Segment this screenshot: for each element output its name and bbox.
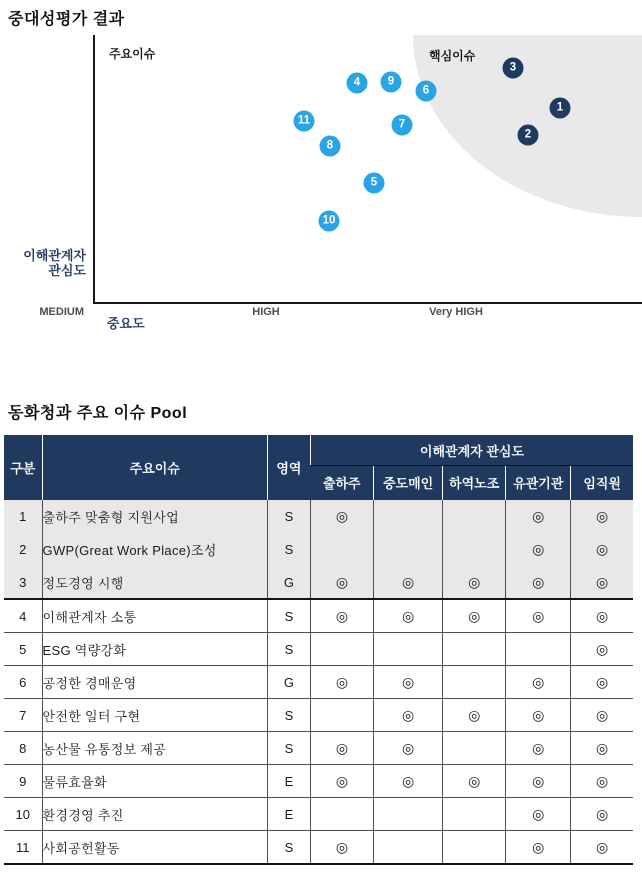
row-number: 7 [4,699,42,732]
mark-중도매인: ◎ [374,666,443,699]
row-number: 3 [4,566,42,600]
mark-하역노조 [443,831,506,865]
issue-point-1: 1 [550,98,571,119]
issue-pool-table [4,435,633,865]
plot-area [93,35,642,304]
mark-출하주: ◎ [310,599,373,633]
mark-출하주: ◎ [310,732,373,765]
mark-출하주: ◎ [310,566,373,600]
mark-출하주 [310,699,373,732]
mark-중도매인 [374,633,443,666]
mark-출하주 [310,798,373,831]
mark-임직원: ◎ [571,798,633,831]
table-row-8 [4,732,633,765]
row-number: 5 [4,633,42,666]
esg-area: S [267,500,310,533]
issue-name: 출하주 맞춤형 지원사업 [42,500,267,533]
table-row-10 [4,798,633,831]
chart-title: 중대성평가 결과 [8,11,125,28]
mark-유관기관: ◎ [506,566,571,600]
mark-임직원: ◎ [571,599,633,633]
mark-유관기관: ◎ [506,699,571,732]
row-number: 8 [4,732,42,765]
col-header-area: 영역 [267,435,310,500]
table-row-6 [4,666,633,699]
esg-area: S [267,732,310,765]
mark-임직원: ◎ [571,831,633,865]
mark-중도매인 [374,831,443,865]
issue-name: 농산물 유통정보 제공 [42,732,267,765]
issue-point-2: 2 [518,125,539,146]
mark-임직원: ◎ [571,566,633,600]
mark-유관기관: ◎ [506,500,571,533]
x-axis-label: 중요도 [107,316,145,331]
table-row-11 [4,831,633,865]
table-row-1 [4,500,633,533]
col-header-wholesalers: 중도매인 [374,466,443,500]
mark-중도매인 [374,798,443,831]
y-axis-label: 이해관계자 관심도 [23,248,86,278]
mark-출하주 [310,633,373,666]
mark-임직원: ◎ [571,533,633,566]
mark-중도매인: ◎ [374,699,443,732]
issue-point-7: 7 [392,115,413,136]
mark-중도매인: ◎ [374,765,443,798]
x-tick-very-high: Very HIGH [429,306,483,318]
mark-하역노조: ◎ [443,599,506,633]
mark-중도매인 [374,500,443,533]
issue-point-3: 3 [503,58,524,79]
row-number: 11 [4,831,42,865]
mark-임직원: ◎ [571,500,633,533]
mark-출하주: ◎ [310,500,373,533]
mark-출하주: ◎ [310,666,373,699]
mark-하역노조 [443,732,506,765]
mark-하역노조 [443,533,506,566]
table-title: 동화청과 주요 이슈 Pool [8,405,188,422]
esg-area: G [267,666,310,699]
table-row-4 [4,599,633,633]
mark-하역노조 [443,633,506,666]
issue-point-8: 8 [320,136,341,157]
mark-출하주: ◎ [310,765,373,798]
issue-point-5: 5 [364,173,385,194]
issue-name: 정도경영 시행 [42,566,267,600]
mark-출하주 [310,533,373,566]
x-tick-high: HIGH [252,306,280,318]
esg-area: E [267,765,310,798]
esg-area: S [267,831,310,865]
x-tick-medium: MEDIUM [39,306,84,318]
issue-point-6: 6 [416,81,437,102]
issue-point-9: 9 [381,72,402,93]
mark-하역노조 [443,798,506,831]
row-number: 4 [4,599,42,633]
mark-유관기관: ◎ [506,533,571,566]
esg-area: G [267,566,310,600]
table-row-2 [4,533,633,566]
issue-name: 이해관계자 소통 [42,599,267,633]
mark-임직원: ◎ [571,633,633,666]
table-row-7 [4,699,633,732]
mark-유관기관: ◎ [506,798,571,831]
col-header-category: 구분 [4,435,42,500]
issue-point-10: 10 [319,211,340,232]
mark-중도매인: ◎ [374,566,443,600]
main-issue-zone-label: 주요이슈 [109,47,156,61]
mark-출하주: ◎ [310,831,373,865]
col-header-related-orgs: 유관기관 [506,466,571,500]
row-number: 9 [4,765,42,798]
issue-name: 공정한 경매운영 [42,666,267,699]
mark-임직원: ◎ [571,699,633,732]
mark-유관기관: ◎ [506,666,571,699]
issue-name: GWP(Great Work Place)조성 [42,533,267,566]
row-number: 10 [4,798,42,831]
row-number: 2 [4,533,42,566]
table-row-9 [4,765,633,798]
esg-area: S [267,633,310,666]
issue-name: ESG 역량강화 [42,633,267,666]
col-header-shippers: 출하주 [310,466,373,500]
row-number: 6 [4,666,42,699]
mark-임직원: ◎ [571,732,633,765]
mark-유관기관: ◎ [506,599,571,633]
table-row-5 [4,633,633,666]
mark-중도매인: ◎ [374,599,443,633]
mark-하역노조 [443,500,506,533]
mark-중도매인: ◎ [374,732,443,765]
esg-area: E [267,798,310,831]
col-header-employees: 임직원 [571,466,633,500]
mark-유관기관: ◎ [506,765,571,798]
issue-point-11: 11 [294,111,315,132]
issue-name: 안전한 일터 구현 [42,699,267,732]
issue-name: 물류효율화 [42,765,267,798]
issue-point-4: 4 [347,73,368,94]
esg-area: S [267,699,310,732]
mark-하역노조: ◎ [443,699,506,732]
col-header-labor-union: 하역노조 [443,466,506,500]
mark-임직원: ◎ [571,765,633,798]
mark-유관기관: ◎ [506,732,571,765]
table-row-3 [4,566,633,600]
esg-area: S [267,533,310,566]
mark-하역노조: ◎ [443,566,506,600]
mark-하역노조 [443,666,506,699]
col-header-issue: 주요이슈 [42,435,267,500]
issue-name: 환경경영 추진 [42,798,267,831]
mark-하역노조: ◎ [443,765,506,798]
esg-area: S [267,599,310,633]
mark-중도매인 [374,533,443,566]
issue-name: 사회공헌활동 [42,831,267,865]
mark-유관기관 [506,633,571,666]
mark-유관기관: ◎ [506,831,571,865]
row-number: 1 [4,500,42,533]
core-issue-zone-label: 핵심이슈 [429,49,476,63]
mark-임직원: ◎ [571,666,633,699]
col-header-stakeholder-interest: 이해관계자 관심도 [310,435,633,466]
